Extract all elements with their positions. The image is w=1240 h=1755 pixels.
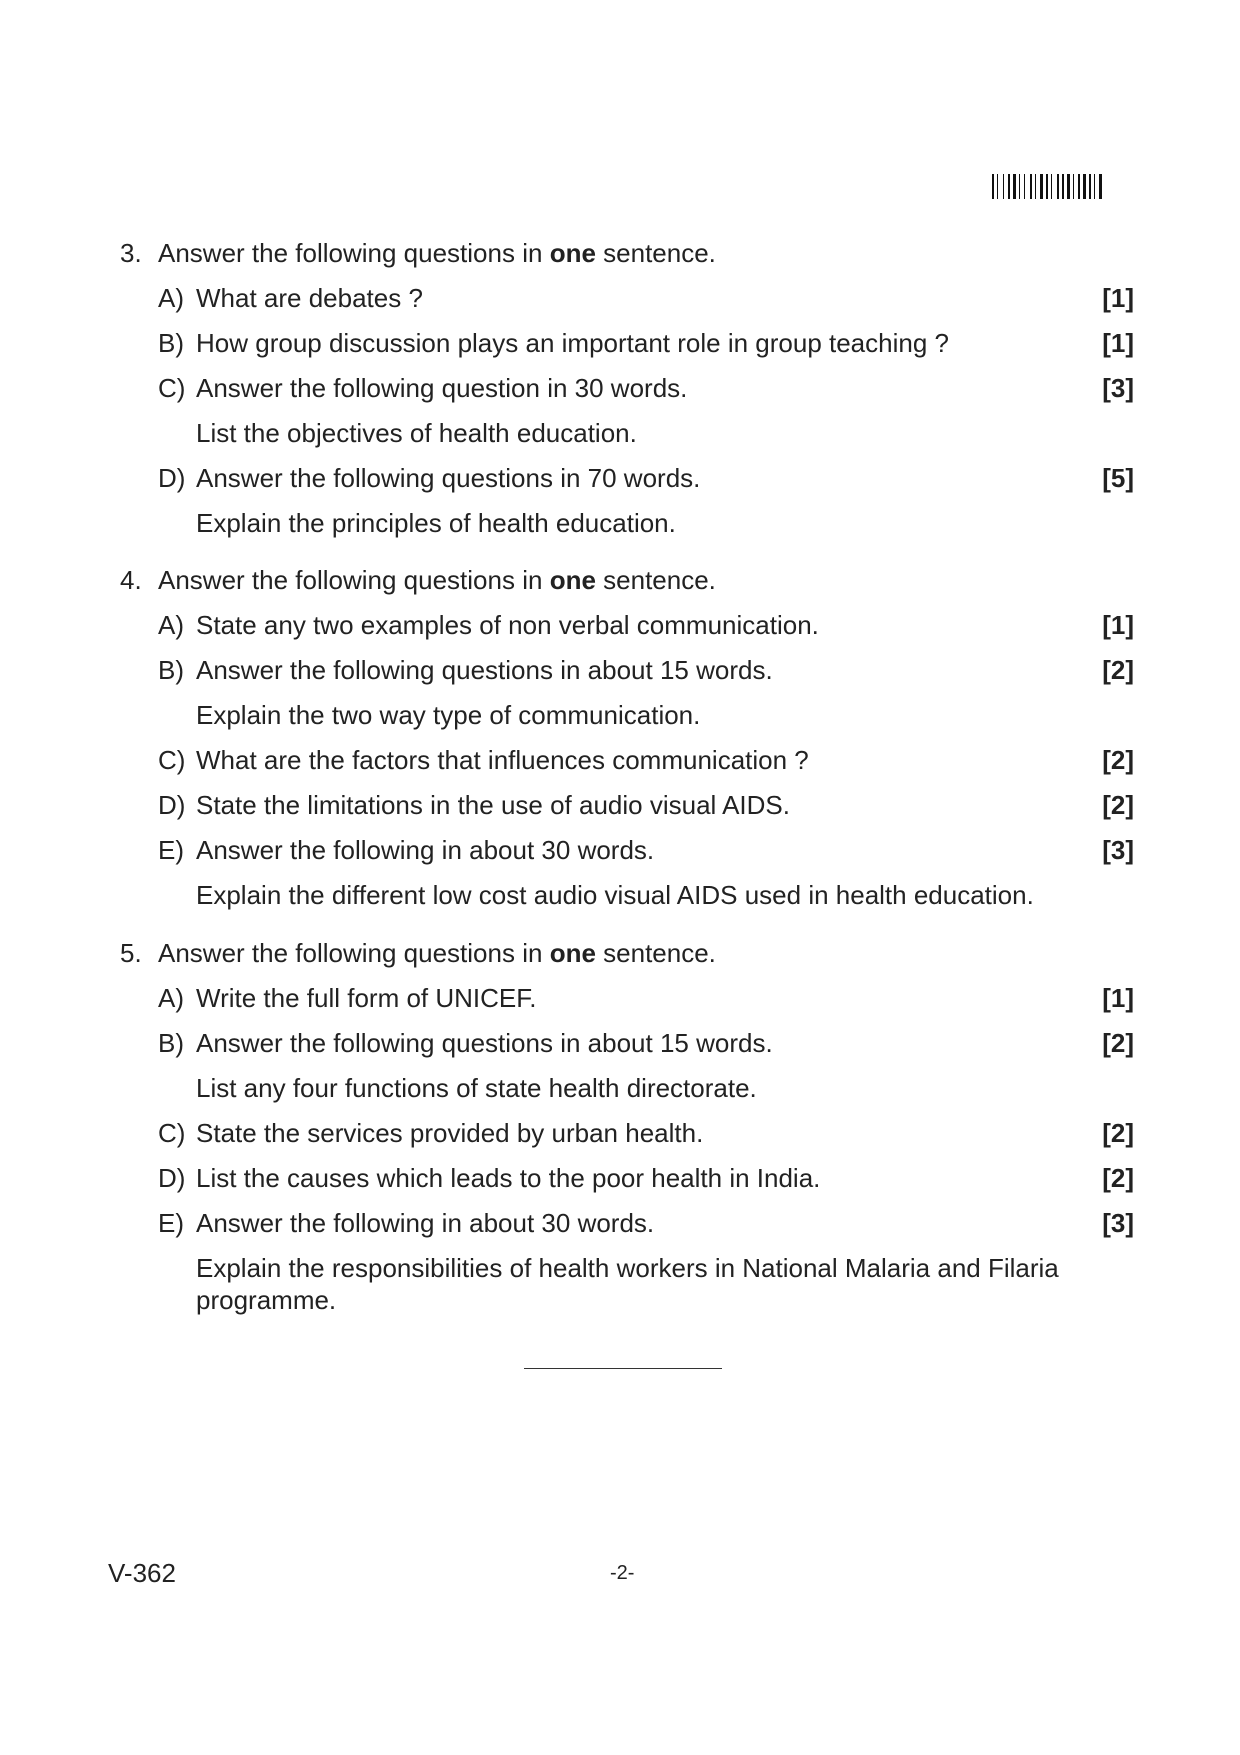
item-marks: [1] bbox=[1102, 283, 1134, 313]
item-text: What are the factors that influences communication ? bbox=[196, 745, 809, 775]
item-label: A) bbox=[158, 610, 184, 640]
barcode-bar bbox=[1040, 174, 1043, 199]
page-number: -2- bbox=[610, 1562, 635, 1584]
item-marks: [1] bbox=[1102, 983, 1134, 1013]
item-label: D) bbox=[158, 790, 186, 820]
question-4b-task: Explain the two way type of communication. bbox=[196, 700, 701, 730]
item-text: List the causes which leads to the poor health in India. bbox=[196, 1163, 821, 1193]
barcode-bar bbox=[1013, 174, 1016, 199]
item-text: Answer the following in about 30 words. bbox=[196, 1208, 655, 1238]
item-label: A) bbox=[158, 983, 184, 1013]
barcode-bar bbox=[1078, 174, 1080, 199]
item-label: D) bbox=[158, 1163, 186, 1193]
item-label: B) bbox=[158, 1028, 184, 1058]
item-text: How group discussion plays an important role in group teaching ? bbox=[196, 328, 949, 358]
barcode-bar bbox=[1062, 174, 1064, 199]
item-text: State any two examples of non verbal communication. bbox=[196, 610, 819, 640]
barcode-bar bbox=[1051, 174, 1052, 199]
item-marks: [3] bbox=[1102, 835, 1134, 865]
barcode-bar bbox=[1067, 174, 1070, 199]
barcode-bar bbox=[1035, 174, 1036, 199]
item-marks: [2] bbox=[1102, 1028, 1134, 1058]
item-marks: [3] bbox=[1102, 1208, 1134, 1238]
barcode-bar bbox=[1089, 174, 1091, 199]
question-5b-task: List any four functions of state health directorate. bbox=[196, 1073, 757, 1103]
item-marks: [5] bbox=[1102, 463, 1134, 493]
item-text: What are debates ? bbox=[196, 283, 423, 313]
barcode-bar bbox=[1024, 174, 1025, 199]
question-3d-task: Explain the principles of health education. bbox=[196, 508, 676, 538]
item-label: B) bbox=[158, 655, 184, 685]
question-3c-task: List the objectives of health education. bbox=[196, 418, 637, 448]
barcode-bar bbox=[1008, 174, 1010, 199]
item-marks: [2] bbox=[1102, 1163, 1134, 1193]
item-text: Answer the following questions in about 15 words. bbox=[196, 655, 773, 685]
barcode-bar bbox=[1099, 174, 1102, 199]
item-text: Answer the following questions in 70 words. bbox=[196, 463, 701, 493]
item-label: B) bbox=[158, 328, 184, 358]
question-number: 3. bbox=[120, 238, 142, 268]
question-4e-task: Explain the different low cost audio visual AIDS used in health education. bbox=[196, 880, 1034, 910]
barcode-icon bbox=[992, 174, 1134, 199]
item-label: E) bbox=[158, 1208, 184, 1238]
item-text: Write the full form of UNICEF. bbox=[196, 983, 537, 1013]
barcode-bar bbox=[1083, 174, 1086, 199]
item-marks: [2] bbox=[1102, 655, 1134, 685]
paper-code: V-362 bbox=[108, 1558, 176, 1588]
barcode-bar bbox=[997, 174, 998, 199]
barcode-bar bbox=[992, 174, 994, 199]
item-label: E) bbox=[158, 835, 184, 865]
question-number: 5. bbox=[120, 938, 142, 968]
item-marks: [2] bbox=[1102, 790, 1134, 820]
item-label: D) bbox=[158, 463, 186, 493]
item-marks: [1] bbox=[1102, 610, 1134, 640]
question-5e-task: Explain the responsibilities of health workers in National Malaria and Filaria programme. bbox=[196, 1253, 1059, 1315]
barcode-bar bbox=[1003, 174, 1004, 199]
item-text: State the services provided by urban health. bbox=[196, 1118, 704, 1148]
item-marks: [2] bbox=[1102, 745, 1134, 775]
item-marks: [2] bbox=[1102, 1118, 1134, 1148]
item-text: Answer the following in about 30 words. bbox=[196, 835, 655, 865]
item-label: C) bbox=[158, 373, 186, 403]
barcode-bar bbox=[1030, 174, 1032, 199]
question-instruction: Answer the following questions in one sentence. bbox=[158, 938, 716, 968]
barcode-bar bbox=[1046, 174, 1048, 199]
item-text: Answer the following question in 30 words. bbox=[196, 373, 688, 403]
item-label: A) bbox=[158, 283, 184, 313]
question-instruction: Answer the following questions in one sentence. bbox=[158, 238, 716, 268]
barcode-bar bbox=[1019, 174, 1020, 199]
item-label: C) bbox=[158, 745, 186, 775]
item-text: Answer the following questions in about 15 words. bbox=[196, 1028, 773, 1058]
item-marks: [3] bbox=[1102, 373, 1134, 403]
barcode-bar bbox=[1073, 174, 1074, 199]
item-marks: [1] bbox=[1102, 328, 1134, 358]
item-label: C) bbox=[158, 1118, 186, 1148]
barcode-bar bbox=[1094, 174, 1095, 199]
end-divider bbox=[524, 1368, 722, 1369]
question-instruction: Answer the following questions in one sentence. bbox=[158, 565, 716, 595]
barcode-bar bbox=[1057, 174, 1059, 199]
question-number: 4. bbox=[120, 565, 142, 595]
item-text: State the limitations in the use of audio visual AIDS. bbox=[196, 790, 791, 820]
